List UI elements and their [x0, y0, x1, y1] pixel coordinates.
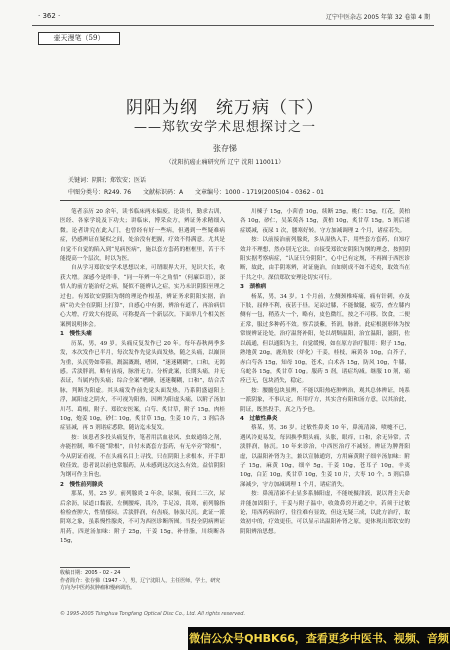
body-paragraph: 自从学习郑钦安学术思想以来，可谓眼界大开，见识大长，收获大增。深感今是昨非，“同一年辨一年之角悟”（何廉臣语），深悟人的前方能治好之病，疑似不能辨认之症，实乃未识阴阳至理之过也。有郑钦安阴阳为纲的理论作根基，辨证务求阴阳实据，治病“功夫全在阴阳上打算”，自感心中有据，辨治有道了，再治病信心大增，疗效大有提高，可称提高一个新层次。下面举几个相关医案例说明体会。: [60, 265, 225, 328]
article-meta: [68, 187, 334, 196]
article-subtitle: ——郑钦安学术思想探讨之一: [133, 120, 316, 135]
body-paragraph: 按：以前接治前列腺炎，多从湿热入手，用些套方套药，自知疗效并不理想，然亦别无它法。自接受郑钦安阴阳为纲的理念，按照阴阳实据考察病症，“认证只分阴阳”，心中已有定规，不再囿于西医诊断，故此，由手阴寒辨，对证施治，自如则成不如不适矣，取效当在于共之中。深信郑钦安理论切实可行。: [240, 237, 410, 281]
author-affiliation: （沈阳抗癌止痛研究所 辽宁 沈阳 110011）: [165, 159, 285, 166]
section-heading: 4 过敏性鼻炎: [240, 415, 278, 422]
meta-rule: [60, 200, 400, 201]
section-heading: 2 慢性前列腺炎: [60, 481, 104, 488]
body-paragraph: 蔡某，男，36 岁。过敏性鼻炎 10 年，鼻流清涕，喷嚏不已，遇风冷更易发，每因换季期头痛，头胀，眼痒，口和，余无异常。舌淡胖润，脉沉。10 年来诊治，中西医治疗不减轻。辨证为脾肾阳虚，以温阳补肾为主，兼以宣肺通窍，方用麻黄附子细辛汤加味：附子 15g，麻黄 10g，细辛 5g，干姜 10g，苍耳子 10g，辛夷 10g，白芷 10g，炙甘草 10g，生姜 10 片，大枣 10 个。5 剂后鼻涕减少，守方加减调理 1 个月，诸症消失。: [240, 425, 410, 488]
journal-header: 辽宁中医杂志 2005 年第 32 卷第 4 期: [325, 14, 430, 21]
author-name: 张存悌: [213, 144, 237, 153]
keywords: 关键词：阴阳；郑钦安；医话: [68, 177, 147, 184]
article-number: 文章编号：1000 - 1719(2005)04 - 0362 - 01: [195, 189, 324, 196]
copyright-notice: © 1995-2005 Tsinghua Tongfang Optical Disc Co., Ltd. All rights reserved.: [60, 611, 246, 617]
received-date: 收稿日期：2005 - 02 - 24: [60, 570, 121, 576]
header-rule: [32, 25, 434, 26]
body-paragraph: 按：该患者多投头痛复作，笔者用活血祛风、虫蚁通络之剂，亦能控制，唯不能“除根”，自付未离套方套药，有无卒旁“除根”，今从阴证看视，不在头痛名目上寻找，只在阴阳上求根本，开手即收佳效。患者说以前也常服药，从未感到这次这么有效。益信阴阳为纲可作主旨也。: [60, 434, 225, 479]
body-paragraph: 按：腰髓包块虽辨，不能以阳热疮肿辨治，观其总体辨证，纯系一派阴象，不事认定。所用疗方，其实含有阳和汤方意，以其治此，阴证，既然投手，真之乃予也。: [240, 387, 410, 413]
footnote-rule: [60, 567, 130, 568]
promo-banner: 微信公众号QHBK66，查看更多中医书、视频、音频: [188, 627, 450, 650]
body-column-left: [60, 208, 225, 586]
body-paragraph: 笔者亲历 20 余年，读书临床两未偏废。论读书，勤求古训，医经、各家学说及下功夫；讲临床，博采众方，辨证务求精细入微。论者讲究在此入门，也曾经有好一些病，但遇到一些疑难病症，仍感辨证在疑似之间，处治没有把握，疗效不得满意。尤其是自觉不自觉的陷入到“见病医病”，施以套方套药的框框里，苦于不能提高一个层次，时以为医。: [60, 209, 225, 263]
document-code: 文献标识码：A: [143, 189, 184, 196]
body-paragraph: 那某，男，25 岁。前列腺炎 2 年余，尿频，夜间二三次，尿后余沥，尿道口黏液，左侧腰疼，畏冷，手足凉，畏寒，前列腺指检检查肿大，性情郁闷。舌淡胖润，有齿痕，脉弦尺沉。此证一派阴寒之象，虽系慢性腺炎，不可为西医诊断所囿。当投全阴病辨证用药，四逆汤加味：附子 25g，干姜 15g，补骨脂，川续断各 15g，: [60, 491, 225, 545]
body-paragraph: 历某，男，49 岁。头痛反复发作已 20 年。每年春秋两季多发，本次发作已半月，每次发作先觉头面发热，随之头痛，以巅顶为重，头沉势如带箍，溉湍溉溉，嗜困，“迷迷糊糊”，口和，无渴感。舌淡胖润，略有齿痕，脉滑无力。分析此案，长期头痛，并无表证，当属内伤头痛；综合全案“嗜睡，迷迷糊糊，口和”，结合舌脉，判断为阳虚。其头痛发作前先觉头面发热，乃系阴盛逼阳上浮，属阳虚之阴火，不可视为阳热，因辨为阳虚头痛，以附子汤加川芎、葛根，附子、郑钦安医案，白芍、炙甘草，附子 15g，肉桂 10g，炮姜 10g，砂仁 10g，炙甘草 15g，生姜 10 片，3 剂后各症显减，再 5 剂诸症悉除，随访迄未复发。: [60, 340, 225, 432]
author-bio: 作者简介：张存悌（1947 - ），男，辽宁沈阳人，主任医师，学士，研究方向为中医药抗肿瘤和慢病调治。: [60, 577, 221, 591]
section-heading: 1 慢性头痛: [60, 331, 92, 338]
section-heading: 3 颈椎病: [240, 284, 267, 291]
article-title: 阴阳为纲 统万病（下）: [126, 98, 324, 118]
body-paragraph: 杨某，男，34 岁。1 个月前，左侧颈椎疼痛，痛有针刺，亦及下肢，屈伸不利，夜甚于昼。足凉过膝，不能做腿，疲劳，查左膝内侧有一包，稍蒸大一个，略有，皮色微红，按之不可移。饮食，二便正常，服过多种药不效。察舌淡紫，苔润，脉滑。此症根据形体为按常规辨证论处，治疗温肾补阳，处以胡颓温阳，治宜温阳，滋阴，佐以疏通，但以通阳为主，自觉缓慢，如在原方治疗服用：附子 15g，熟地黄 20g，鹿角胶（烊化）干姜，桂枝，麻黄各 10g，白芥子，赤白芍各 15g，知母 10g，苍术，白术各 15g，防风 10g，牛膝，乌蛇各 15g，炙甘草 10g。服药 5 剂，诸症均减。继服 10 剂，痛痊已无，包块消失，稳定。: [240, 293, 410, 385]
class-number: 中图分类号：R249. 76: [68, 189, 132, 196]
column-tag: 壶天漫笔（59）: [38, 32, 120, 45]
footnote: [60, 570, 225, 593]
body-paragraph: 川楝子 15g，小茴香 10g，续断 25g，桃仁 15g，红花，黄柏各 10g，砂仁，吴茱萸各 15g，黄柏 10g，炙甘草 15g。5 剂后诸症缓减，夜尿 1 次，腰寒好转。守方加减调理 2 个月，诸症若失。: [240, 209, 410, 234]
body-paragraph: 按：鼻流清涕不止显多系肺阳虚，不能统摄津液，说以肾主天命并能加固阳于，干姜与附子温中，收敛鼻窍开通之中，若须于过敏论，用西药病治疗，往往难有显效，但这无疑三成，以此方治疗，取效初中的，疗效更佳，可以显示出温阳补肾之原，更体现出郑钦安的阴阳辨治思想。: [240, 491, 410, 535]
body-column-right: [240, 208, 410, 586]
page-number: · 362 ·: [38, 12, 61, 20]
